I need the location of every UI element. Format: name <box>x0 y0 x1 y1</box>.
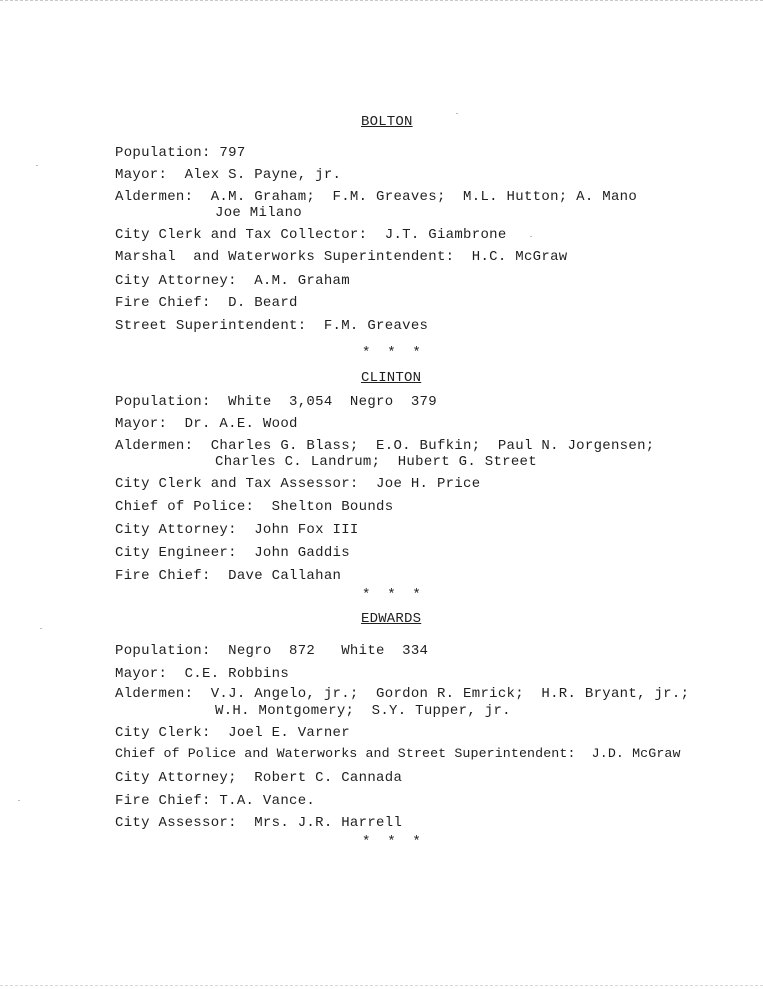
scan-speck <box>40 628 42 629</box>
edwards-aldermen-cont: W.H. Montgomery; S.Y. Tupper, jr. <box>215 703 511 719</box>
bolton-mayor: Mayor: Alex S. Payne, jr. <box>115 167 342 183</box>
bolton-aldermen: Aldermen: A.M. Graham; F.M. Greaves; M.L. Hutton; A. Mano <box>115 189 638 205</box>
scan-speck <box>36 165 38 166</box>
bolton-clerk: City Clerk and Tax Collector: J.T. Giambrone <box>115 227 507 243</box>
edwards-fire-chief: Fire Chief: T.A. Vance. <box>115 793 316 809</box>
clinton-attorney: City Attorney: John Fox III <box>115 522 359 538</box>
edwards-clerk: City Clerk: Joel E. Varner <box>115 725 350 741</box>
bottom-edge <box>0 985 763 986</box>
clinton-police-chief: Chief of Police: Shelton Bounds <box>115 499 394 515</box>
edwards-assessor: City Assessor: Mrs. J.R. Harrell <box>115 815 403 831</box>
bolton-attorney: City Attorney: A.M. Graham <box>115 273 350 289</box>
edwards-police-chief: Chief of Police and Waterworks and Street Superintendent: J.D. McGraw <box>115 746 681 761</box>
clinton-mayor: Mayor: Dr. A.E. Wood <box>115 416 298 432</box>
clinton-fire-chief: Fire Chief: Dave Callahan <box>115 568 342 584</box>
bolton-marshal: Marshal and Waterworks Superintendent: H.C. McGraw <box>115 249 568 265</box>
bolton-separator: * * * <box>362 345 421 361</box>
bolton-heading: BOLTON <box>361 114 413 130</box>
edwards-population: Population: Negro 872 White 334 <box>115 643 429 659</box>
scan-speck <box>18 800 20 801</box>
bolton-fire-chief: Fire Chief: D. Beard <box>115 295 298 311</box>
bolton-population: Population: 797 <box>115 145 246 161</box>
scan-speck <box>456 113 458 114</box>
clinton-engineer: City Engineer: John Gaddis <box>115 545 350 561</box>
edwards-mayor: Mayor: C.E. Robbins <box>115 666 290 682</box>
bolton-aldermen-cont: Joe Milano <box>215 205 303 221</box>
edwards-heading: EDWARDS <box>361 611 422 627</box>
clinton-clerk: City Clerk and Tax Assessor: Joe H. Price <box>115 476 481 492</box>
clinton-aldermen-cont: Charles C. Landrum; Hubert G. Street <box>215 454 537 470</box>
bolton-street-superintendent: Street Superintendent: F.M. Greaves <box>115 318 429 334</box>
top-perforation <box>0 0 763 1</box>
edwards-aldermen: Aldermen: V.J. Angelo, jr.; Gordon R. Emrick; H.R. Bryant, jr.; <box>115 686 690 702</box>
edwards-separator: * * * <box>362 834 421 850</box>
clinton-population: Population: White 3,054 Negro 379 <box>115 394 437 410</box>
clinton-heading: CLINTON <box>361 370 422 386</box>
clinton-aldermen: Aldermen: Charles G. Blass; E.O. Bufkin; Paul N. Jorgensen; <box>115 438 655 454</box>
scan-speck <box>530 236 532 237</box>
clinton-separator: * * * <box>362 587 421 603</box>
edwards-attorney: City Attorney; Robert C. Cannada <box>115 770 403 786</box>
